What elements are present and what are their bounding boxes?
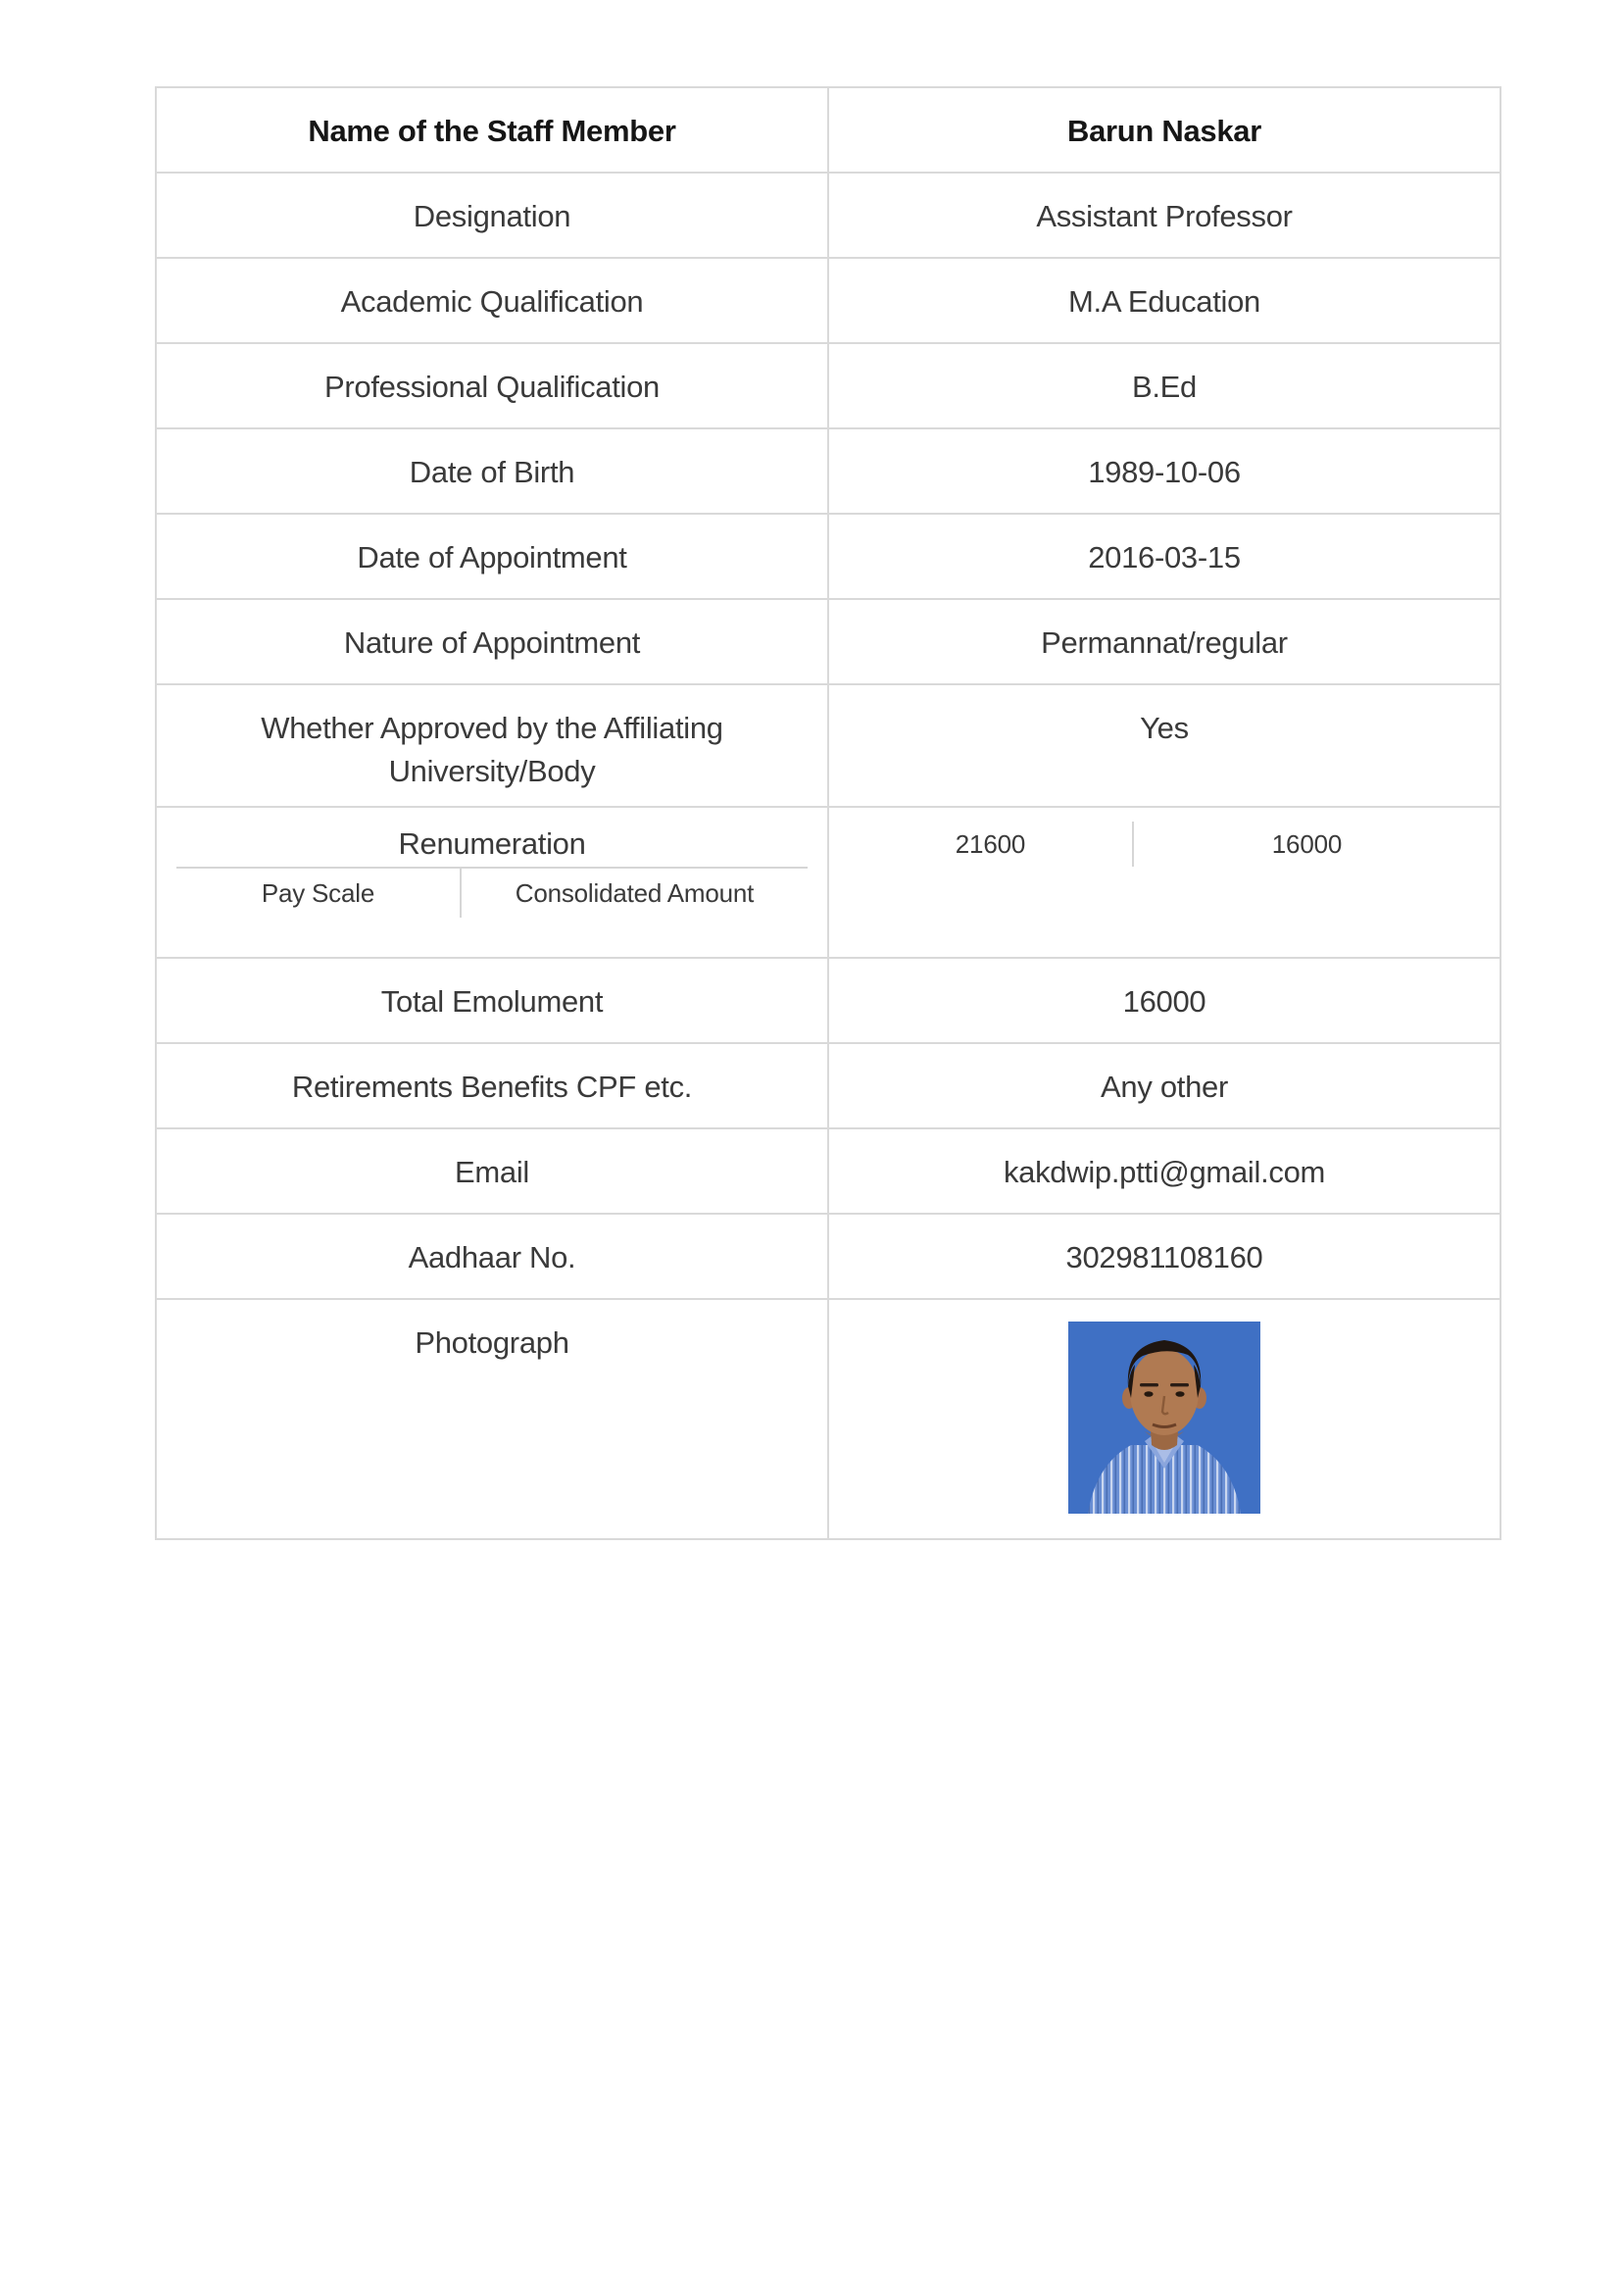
remuneration-values-box <box>849 822 1480 867</box>
table-row <box>156 1043 1500 1128</box>
date-of-appointment-value: 2016-03-15 <box>828 514 1500 599</box>
staff-details-table-container <box>155 86 1501 1540</box>
email-label: Email <box>156 1128 828 1214</box>
remuneration-subheader-row <box>176 867 808 918</box>
remuneration-values-cell <box>828 807 1500 958</box>
table-row <box>156 1128 1500 1214</box>
staff-name-label: Name of the Staff Member <box>156 87 828 173</box>
professional-qualification-value: B.Ed <box>828 343 1500 428</box>
professional-qualification-label: Professional Qualification <box>156 343 828 428</box>
consolidated-amount-label: Consolidated Amount <box>460 869 808 918</box>
consolidated-amount-value: 16000 <box>1132 822 1480 867</box>
university-approval-value: Yes <box>828 684 1500 807</box>
table-row <box>156 514 1500 599</box>
date-of-birth-label: Date of Birth <box>156 428 828 514</box>
aadhaar-label: Aadhaar No. <box>156 1214 828 1299</box>
retirement-benefits-value: Any other <box>828 1043 1500 1128</box>
photograph-cell <box>828 1299 1500 1539</box>
remuneration-values-row <box>849 822 1480 867</box>
staff-photo <box>1066 1322 1262 1523</box>
total-emolument-value: 16000 <box>828 958 1500 1043</box>
staff-details-table <box>155 86 1501 1540</box>
table-row <box>156 807 1500 958</box>
designation-value: Assistant Professor <box>828 173 1500 258</box>
aadhaar-value: 302981108160 <box>828 1214 1500 1299</box>
academic-qualification-value: M.A Education <box>828 258 1500 343</box>
table-row <box>156 258 1500 343</box>
retirement-benefits-label: Retirements Benefits CPF etc. <box>156 1043 828 1128</box>
photograph-label: Photograph <box>156 1299 828 1539</box>
table-row <box>156 684 1500 807</box>
table-row <box>156 173 1500 258</box>
table-row <box>156 87 1500 173</box>
pay-scale-label: Pay Scale <box>261 878 375 908</box>
table-row <box>156 1214 1500 1299</box>
designation-label: Designation <box>156 173 828 258</box>
nature-of-appointment-value: Permannat/regular <box>828 599 1500 684</box>
table-row <box>156 958 1500 1043</box>
email-value: kakdwip.ptti@gmail.com <box>828 1128 1500 1214</box>
date-of-birth-value: 1989-10-06 <box>828 428 1500 514</box>
nature-of-appointment-label: Nature of Appointment <box>156 599 828 684</box>
staff-name-value: Barun Naskar <box>828 87 1500 173</box>
remuneration-title: Renumeration <box>398 826 586 861</box>
university-approval-label: Whether Approved by the Affiliating University/Body <box>156 684 828 807</box>
table-row <box>156 1299 1500 1539</box>
academic-qualification-label: Academic Qualification <box>156 258 828 343</box>
remuneration-header-box <box>176 822 808 918</box>
date-of-appointment-label: Date of Appointment <box>156 514 828 599</box>
table-row <box>156 599 1500 684</box>
pay-scale-value: 21600 <box>955 829 1026 859</box>
total-emolument-label: Total Emolument <box>156 958 828 1043</box>
table-row <box>156 428 1500 514</box>
remuneration-label-cell <box>156 807 828 958</box>
table-row <box>156 343 1500 428</box>
